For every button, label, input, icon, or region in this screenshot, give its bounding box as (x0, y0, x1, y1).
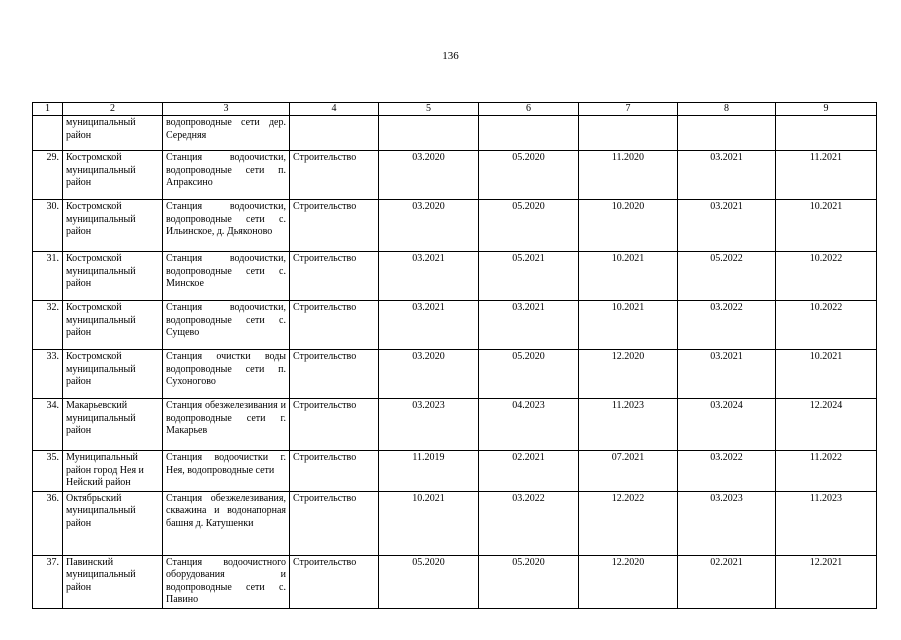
object-cell: Станция обезжелезивания, скважина и водонапорная башня д. Катушенки (163, 491, 290, 555)
page-number: 136 (442, 50, 459, 62)
date-cell: 03.2023 (678, 491, 776, 555)
table-row (33, 252, 877, 301)
work-type-cell: Строительство (290, 451, 379, 492)
date-cell (379, 116, 479, 151)
date-cell: 10.2022 (776, 252, 877, 301)
date-cell: 11.2023 (776, 491, 877, 555)
district-cell: Костромской муниципальный район (63, 200, 163, 252)
object-cell: Станция обезжелезивания и водопроводные сети г. Макарьев (163, 399, 290, 451)
date-cell: 05.2022 (678, 252, 776, 301)
date-cell: 05.2020 (479, 350, 579, 399)
date-cell: 12.2022 (579, 491, 678, 555)
header-row (33, 103, 877, 116)
object-cell: Станция водоочистки г. Нея, водопроводные сети (163, 451, 290, 492)
table-row (33, 350, 877, 399)
date-cell: 10.2021 (776, 350, 877, 399)
district-cell: Костромской муниципальный район (63, 151, 163, 200)
table-row (33, 555, 877, 608)
date-cell: 03.2020 (379, 350, 479, 399)
date-cell: 12.2021 (776, 555, 877, 608)
date-cell: 03.2021 (678, 200, 776, 252)
date-cell: 03.2021 (479, 301, 579, 350)
date-cell: 03.2022 (479, 491, 579, 555)
district-cell: Костромской муниципальный район (63, 301, 163, 350)
date-cell: 03.2021 (678, 151, 776, 200)
work-type-cell: Строительство (290, 200, 379, 252)
row-number: 29. (33, 151, 63, 200)
date-cell: 07.2021 (579, 451, 678, 492)
date-cell: 02.2021 (479, 451, 579, 492)
date-cell: 11.2023 (579, 399, 678, 451)
date-cell: 04.2023 (479, 399, 579, 451)
column-header: 2 (63, 103, 163, 116)
row-number: 35. (33, 451, 63, 492)
district-cell: Октябрьский муниципальный район (63, 491, 163, 555)
date-cell: 03.2020 (379, 200, 479, 252)
object-cell: Станция водоочистки, водопроводные сети с. Ильинское, д. Дьяконово (163, 200, 290, 252)
row-number: 33. (33, 350, 63, 399)
date-cell: 12.2020 (579, 555, 678, 608)
row-number: 31. (33, 252, 63, 301)
work-type-cell: Строительство (290, 252, 379, 301)
work-type-cell: Строительство (290, 151, 379, 200)
table-row (33, 399, 877, 451)
date-cell: 10.2022 (776, 301, 877, 350)
date-cell: 03.2024 (678, 399, 776, 451)
date-cell (479, 116, 579, 151)
date-cell: 10.2021 (776, 200, 877, 252)
date-cell: 11.2021 (776, 151, 877, 200)
object-cell: Станция водоочистки, водопроводные сети с. Минское (163, 252, 290, 301)
object-cell: Станция очистки воды водопроводные сети п. Сухоногово (163, 350, 290, 399)
column-header: 1 (33, 103, 63, 116)
column-header: 4 (290, 103, 379, 116)
column-header: 7 (579, 103, 678, 116)
object-cell: Станция водоочистки, водопроводные сети п. Апраксино (163, 151, 290, 200)
table-row (33, 301, 877, 350)
date-cell: 11.2020 (579, 151, 678, 200)
table-row (33, 451, 877, 492)
column-header: 6 (479, 103, 579, 116)
row-number (33, 116, 63, 151)
date-cell: 05.2020 (479, 200, 579, 252)
row-number: 32. (33, 301, 63, 350)
work-type-cell (290, 116, 379, 151)
table-row (33, 491, 877, 555)
schedule-table (32, 102, 877, 609)
column-header: 9 (776, 103, 877, 116)
date-cell: 03.2021 (379, 301, 479, 350)
row-number: 30. (33, 200, 63, 252)
table-row (33, 151, 877, 200)
date-cell: 05.2021 (479, 252, 579, 301)
date-cell: 12.2020 (579, 350, 678, 399)
date-cell: 10.2021 (579, 252, 678, 301)
date-cell: 03.2020 (379, 151, 479, 200)
work-type-cell: Строительство (290, 491, 379, 555)
row-number: 37. (33, 555, 63, 608)
date-cell: 03.2022 (678, 451, 776, 492)
district-cell: Муниципальный район город Нея и Нейский район (63, 451, 163, 492)
object-cell: Станция водоочистки, водопроводные сети с. Сущево (163, 301, 290, 350)
date-cell: 10.2021 (379, 491, 479, 555)
table-row (33, 200, 877, 252)
date-cell (678, 116, 776, 151)
date-cell: 03.2021 (678, 350, 776, 399)
date-cell: 03.2023 (379, 399, 479, 451)
date-cell: 03.2021 (379, 252, 479, 301)
date-cell: 12.2024 (776, 399, 877, 451)
object-cell: водопроводные сети дер. Середняя (163, 116, 290, 151)
work-type-cell: Строительство (290, 301, 379, 350)
date-cell: 11.2022 (776, 451, 877, 492)
district-cell: Костромской муниципальный район (63, 350, 163, 399)
object-cell: Станция водоочистного оборудования и водопроводные сети с. Павино (163, 555, 290, 608)
date-cell (776, 116, 877, 151)
work-type-cell: Строительство (290, 555, 379, 608)
row-number: 34. (33, 399, 63, 451)
column-header: 8 (678, 103, 776, 116)
work-type-cell: Строительство (290, 350, 379, 399)
district-cell: Павинский муниципальный район (63, 555, 163, 608)
date-cell (579, 116, 678, 151)
date-cell: 03.2022 (678, 301, 776, 350)
table-row (33, 116, 877, 151)
district-cell: Макарьевский муниципальный район (63, 399, 163, 451)
column-header: 3 (163, 103, 290, 116)
row-number: 36. (33, 491, 63, 555)
district-cell: муниципальный район (63, 116, 163, 151)
date-cell: 05.2020 (479, 555, 579, 608)
date-cell: 10.2020 (579, 200, 678, 252)
date-cell: 11.2019 (379, 451, 479, 492)
work-type-cell: Строительство (290, 399, 379, 451)
district-cell: Костромской муниципальный район (63, 252, 163, 301)
date-cell: 05.2020 (479, 151, 579, 200)
column-header: 5 (379, 103, 479, 116)
date-cell: 10.2021 (579, 301, 678, 350)
date-cell: 02.2021 (678, 555, 776, 608)
date-cell: 05.2020 (379, 555, 479, 608)
